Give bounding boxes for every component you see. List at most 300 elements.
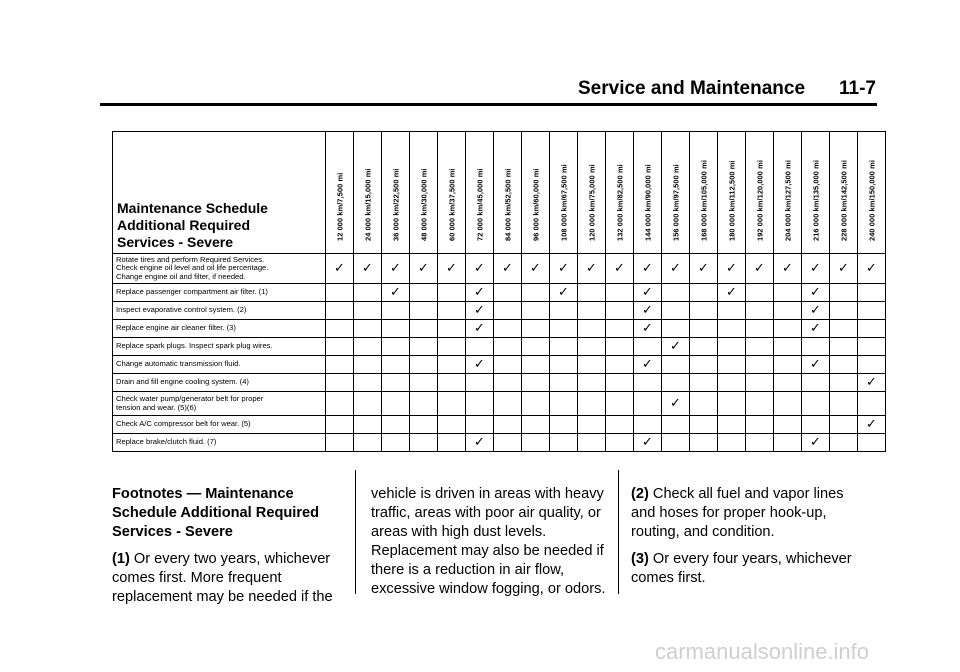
service-line: Check A/C compressor belt for wear. (5) <box>116 419 251 429</box>
empty-cell <box>858 338 886 356</box>
empty-cell <box>830 356 858 374</box>
empty-cell <box>382 434 410 452</box>
empty-cell <box>466 416 494 434</box>
empty-cell <box>466 374 494 392</box>
empty-cell <box>858 284 886 302</box>
empty-cell <box>438 320 466 338</box>
interval-header <box>382 132 410 254</box>
schedule-title-line: Additional Required <box>117 217 250 233</box>
empty-cell <box>410 392 438 416</box>
interval-label: 48 000 km/30,000 mi <box>419 168 428 241</box>
interval-header <box>606 132 634 254</box>
empty-cell <box>606 338 634 356</box>
service-description <box>113 392 326 416</box>
checkmark-icon: ✓ <box>662 254 690 284</box>
empty-cell <box>354 356 382 374</box>
empty-cell <box>830 416 858 434</box>
interval-label: 132 000 km/82,500 mi <box>615 164 624 241</box>
footnote-2 <box>631 485 871 542</box>
empty-cell <box>382 302 410 320</box>
empty-cell <box>494 320 522 338</box>
interval-header <box>578 132 606 254</box>
empty-cell <box>746 356 774 374</box>
checkmark-icon: ✓ <box>466 284 494 302</box>
checkmark-icon: ✓ <box>466 320 494 338</box>
interval-label: 96 000 km/60,000 mi <box>531 168 540 241</box>
footnote-3-label: (3) <box>631 551 649 567</box>
empty-cell <box>438 374 466 392</box>
empty-cell <box>690 284 718 302</box>
empty-cell <box>354 284 382 302</box>
checkmark-icon: ✓ <box>410 254 438 284</box>
empty-cell <box>326 434 354 452</box>
watermark: carmanualsonline.info <box>655 639 870 664</box>
empty-cell <box>578 302 606 320</box>
empty-cell <box>354 434 382 452</box>
empty-cell <box>774 356 802 374</box>
checkmark-icon: ✓ <box>858 254 886 284</box>
table-row <box>113 338 886 356</box>
empty-cell <box>550 416 578 434</box>
checkmark-icon: ✓ <box>774 254 802 284</box>
empty-cell <box>438 392 466 416</box>
empty-cell <box>718 434 746 452</box>
checkmark-icon: ✓ <box>382 284 410 302</box>
interval-label: 72 000 km/45,000 mi <box>475 168 484 241</box>
empty-cell <box>326 320 354 338</box>
interval-label: 192 000 km/120,000 mi <box>755 160 764 241</box>
checkmark-icon: ✓ <box>550 284 578 302</box>
empty-cell <box>858 356 886 374</box>
service-line: Replace engine air cleaner filter. (3) <box>116 323 236 333</box>
checkmark-icon: ✓ <box>634 254 662 284</box>
service-description <box>113 284 326 302</box>
column-divider <box>618 470 619 594</box>
empty-cell <box>606 302 634 320</box>
footnote-1-label: (1) <box>112 551 130 567</box>
empty-cell <box>326 284 354 302</box>
checkmark-icon: ✓ <box>802 302 830 320</box>
empty-cell <box>802 416 830 434</box>
empty-cell <box>662 320 690 338</box>
interval-label: 12 000 km/7,500 mi <box>335 172 344 241</box>
empty-cell <box>718 374 746 392</box>
empty-cell <box>690 338 718 356</box>
empty-cell <box>550 320 578 338</box>
empty-cell <box>326 302 354 320</box>
empty-cell <box>774 302 802 320</box>
empty-cell <box>410 284 438 302</box>
empty-cell <box>578 416 606 434</box>
service-line: Rotate tires and perform Required Services. <box>116 254 265 264</box>
interval-label: 24 000 km/15,000 mi <box>363 168 372 241</box>
footnotes-title <box>112 485 344 542</box>
empty-cell <box>410 338 438 356</box>
checkmark-icon: ✓ <box>858 416 886 434</box>
empty-cell <box>382 392 410 416</box>
footnote-1-continued: vehicle is driven in areas with heavy traffic, areas with poor air quality, or areas with high dust levels. Replacement may also be needed if there is a reduction in air flow, excessive window fogging, or odors. <box>371 486 606 597</box>
footnote-3-text: Or every four years, whichever comes first. <box>631 551 852 586</box>
empty-cell <box>578 284 606 302</box>
table-row <box>113 284 886 302</box>
empty-cell <box>522 356 550 374</box>
checkmark-icon: ✓ <box>746 254 774 284</box>
empty-cell <box>326 392 354 416</box>
service-description <box>113 434 326 452</box>
empty-cell <box>830 302 858 320</box>
empty-cell <box>522 338 550 356</box>
empty-cell <box>438 416 466 434</box>
empty-cell <box>774 320 802 338</box>
empty-cell <box>438 434 466 452</box>
empty-cell <box>830 338 858 356</box>
footnote-1-text: Or every two years, whichever comes first. More frequent replacement may be needed if the <box>112 551 333 605</box>
footnote-1 <box>112 550 344 607</box>
checkmark-icon: ✓ <box>802 320 830 338</box>
interval-label: 180 000 km/112,500 mi <box>727 160 736 241</box>
footnote-2-text: Check all fuel and vapor lines and hoses for proper hook-up, routing, and condition. <box>631 486 844 540</box>
empty-cell <box>466 392 494 416</box>
empty-cell <box>830 392 858 416</box>
service-line: Inspect evaporative control system. (2) <box>116 305 247 315</box>
interval-header <box>438 132 466 254</box>
checkmark-icon: ✓ <box>802 356 830 374</box>
empty-cell <box>746 416 774 434</box>
empty-cell <box>802 338 830 356</box>
empty-cell <box>662 356 690 374</box>
empty-cell <box>522 320 550 338</box>
checkmark-icon: ✓ <box>830 254 858 284</box>
checkmark-icon: ✓ <box>466 356 494 374</box>
interval-header <box>830 132 858 254</box>
empty-cell <box>746 284 774 302</box>
empty-cell <box>662 284 690 302</box>
service-line: Replace brake/clutch fluid. (7) <box>116 437 217 447</box>
interval-header <box>858 132 886 254</box>
empty-cell <box>410 302 438 320</box>
service-description <box>113 416 326 434</box>
empty-cell <box>606 416 634 434</box>
empty-cell <box>830 284 858 302</box>
empty-cell <box>634 338 662 356</box>
empty-cell <box>382 374 410 392</box>
footnotes-title-line: Services - Severe <box>112 524 233 540</box>
empty-cell <box>354 374 382 392</box>
empty-cell <box>578 356 606 374</box>
section-title: Service and Maintenance <box>578 78 806 99</box>
empty-cell <box>634 374 662 392</box>
empty-cell <box>718 416 746 434</box>
interval-label: 120 000 km/75,000 mi <box>587 164 596 241</box>
empty-cell <box>578 434 606 452</box>
empty-cell <box>774 434 802 452</box>
service-description <box>113 302 326 320</box>
empty-cell <box>802 374 830 392</box>
empty-cell <box>830 320 858 338</box>
interval-header <box>494 132 522 254</box>
empty-cell <box>690 302 718 320</box>
empty-cell <box>522 284 550 302</box>
empty-cell <box>550 392 578 416</box>
empty-cell <box>494 374 522 392</box>
checkmark-icon: ✓ <box>522 254 550 284</box>
empty-cell <box>774 416 802 434</box>
checkmark-icon: ✓ <box>802 434 830 452</box>
empty-cell <box>494 284 522 302</box>
footnotes-column-2 <box>371 485 611 607</box>
empty-cell <box>354 338 382 356</box>
checkmark-icon: ✓ <box>718 254 746 284</box>
empty-cell <box>690 356 718 374</box>
empty-cell <box>746 338 774 356</box>
checkmark-icon: ✓ <box>354 254 382 284</box>
empty-cell <box>522 374 550 392</box>
empty-cell <box>830 434 858 452</box>
empty-cell <box>746 302 774 320</box>
empty-cell <box>494 338 522 356</box>
empty-cell <box>410 416 438 434</box>
empty-cell <box>550 338 578 356</box>
empty-cell <box>326 356 354 374</box>
empty-cell <box>690 374 718 392</box>
footnote-2-label: (2) <box>631 486 649 502</box>
empty-cell <box>662 374 690 392</box>
empty-cell <box>354 302 382 320</box>
footnote-3 <box>631 550 871 588</box>
empty-cell <box>382 356 410 374</box>
empty-cell <box>494 392 522 416</box>
empty-cell <box>326 374 354 392</box>
checkmark-icon: ✓ <box>634 434 662 452</box>
table-row <box>113 434 886 452</box>
column-divider <box>355 470 356 594</box>
table-row <box>113 416 886 434</box>
checkmark-icon: ✓ <box>550 254 578 284</box>
interval-label: 60 000 km/37,500 mi <box>447 168 456 241</box>
empty-cell <box>774 392 802 416</box>
interval-header <box>690 132 718 254</box>
empty-cell <box>410 320 438 338</box>
empty-cell <box>606 434 634 452</box>
empty-cell <box>550 434 578 452</box>
empty-cell <box>634 416 662 434</box>
table-row <box>113 320 886 338</box>
empty-cell <box>382 416 410 434</box>
empty-cell <box>466 338 494 356</box>
empty-cell <box>494 356 522 374</box>
empty-cell <box>774 338 802 356</box>
interval-label: 216 000 km/135,000 mi <box>811 160 820 241</box>
header-rule <box>100 103 877 106</box>
service-line: Replace passenger compartment air filter. (1) <box>116 287 268 297</box>
interval-label: 36 000 km/22,500 mi <box>391 168 400 241</box>
empty-cell <box>578 374 606 392</box>
empty-cell <box>550 374 578 392</box>
checkmark-icon: ✓ <box>690 254 718 284</box>
empty-cell <box>746 374 774 392</box>
empty-cell <box>718 356 746 374</box>
schedule-title <box>113 132 326 254</box>
empty-cell <box>690 416 718 434</box>
service-description <box>113 356 326 374</box>
empty-cell <box>354 320 382 338</box>
empty-cell <box>774 374 802 392</box>
interval-header <box>522 132 550 254</box>
empty-cell <box>606 374 634 392</box>
empty-cell <box>718 338 746 356</box>
empty-cell <box>858 320 886 338</box>
empty-cell <box>858 392 886 416</box>
checkmark-icon: ✓ <box>382 254 410 284</box>
table-row <box>113 374 886 392</box>
empty-cell <box>606 356 634 374</box>
empty-cell <box>746 434 774 452</box>
checkmark-icon: ✓ <box>578 254 606 284</box>
service-line: tension and wear. (5)(6) <box>116 402 197 412</box>
empty-cell <box>494 416 522 434</box>
interval-header <box>466 132 494 254</box>
footnotes-column-1 <box>112 485 344 615</box>
schedule-title-line: Services - Severe <box>117 234 233 250</box>
empty-cell <box>746 320 774 338</box>
footnotes-title-line: Footnotes — Maintenance <box>112 486 294 502</box>
empty-cell <box>438 284 466 302</box>
empty-cell <box>410 434 438 452</box>
interval-header <box>410 132 438 254</box>
interval-header <box>802 132 830 254</box>
empty-cell <box>494 302 522 320</box>
empty-cell <box>662 416 690 434</box>
empty-cell <box>382 320 410 338</box>
empty-cell <box>718 320 746 338</box>
empty-cell <box>550 356 578 374</box>
service-line: Drain and fill engine cooling system. (4) <box>116 377 249 387</box>
checkmark-icon: ✓ <box>438 254 466 284</box>
empty-cell <box>634 392 662 416</box>
page-number: 11-7 <box>839 78 876 99</box>
empty-cell <box>578 320 606 338</box>
interval-label: 240 000 km/150,000 mi <box>867 160 876 241</box>
interval-label: 108 000 km/67,500 mi <box>559 164 568 241</box>
checkmark-icon: ✓ <box>634 284 662 302</box>
interval-header <box>718 132 746 254</box>
page-header <box>578 78 876 104</box>
checkmark-icon: ✓ <box>466 254 494 284</box>
empty-cell <box>494 434 522 452</box>
checkmark-icon: ✓ <box>634 356 662 374</box>
empty-cell <box>354 416 382 434</box>
checkmark-icon: ✓ <box>326 254 354 284</box>
table-row <box>113 392 886 416</box>
interval-label: 156 000 km/97,500 mi <box>671 164 680 241</box>
table-row <box>113 356 886 374</box>
checkmark-icon: ✓ <box>634 302 662 320</box>
interval-label: 144 000 km/90,000 mi <box>643 164 652 241</box>
empty-cell <box>438 338 466 356</box>
service-description <box>113 320 326 338</box>
service-line: Check engine oil level and oil life percentage. <box>116 263 269 273</box>
empty-cell <box>774 284 802 302</box>
empty-cell <box>410 356 438 374</box>
empty-cell <box>522 416 550 434</box>
interval-header <box>662 132 690 254</box>
empty-cell <box>802 392 830 416</box>
interval-header <box>354 132 382 254</box>
checkmark-icon: ✓ <box>466 302 494 320</box>
schedule-body <box>113 254 886 452</box>
empty-cell <box>354 392 382 416</box>
empty-cell <box>606 284 634 302</box>
empty-cell <box>606 320 634 338</box>
empty-cell <box>326 416 354 434</box>
interval-header <box>774 132 802 254</box>
service-description <box>113 374 326 392</box>
service-description <box>113 338 326 356</box>
schedule-title-line: Maintenance Schedule <box>117 200 268 216</box>
empty-cell <box>718 392 746 416</box>
service-line: Replace spark plugs. Inspect spark plug wires. <box>116 341 273 351</box>
table-row <box>113 254 886 284</box>
checkmark-icon: ✓ <box>718 284 746 302</box>
table-row <box>113 302 886 320</box>
empty-cell <box>606 392 634 416</box>
empty-cell <box>578 338 606 356</box>
empty-cell <box>438 302 466 320</box>
empty-cell <box>690 320 718 338</box>
empty-cell <box>410 374 438 392</box>
interval-label: 204 000 km/127,500 mi <box>783 160 792 241</box>
interval-header <box>746 132 774 254</box>
footnotes-column-3 <box>631 485 871 596</box>
interval-header <box>326 132 354 254</box>
maintenance-schedule-table <box>112 131 886 452</box>
checkmark-icon: ✓ <box>606 254 634 284</box>
empty-cell <box>522 302 550 320</box>
checkmark-icon: ✓ <box>858 374 886 392</box>
service-line: Check water pump/generator belt for proper <box>116 393 264 403</box>
table-header-row <box>113 132 886 254</box>
checkmark-icon: ✓ <box>802 254 830 284</box>
empty-cell <box>858 302 886 320</box>
empty-cell <box>550 302 578 320</box>
empty-cell <box>718 302 746 320</box>
checkmark-icon: ✓ <box>494 254 522 284</box>
checkmark-icon: ✓ <box>466 434 494 452</box>
empty-cell <box>662 434 690 452</box>
empty-cell <box>690 392 718 416</box>
empty-cell <box>522 434 550 452</box>
checkmark-icon: ✓ <box>802 284 830 302</box>
service-line: Change engine oil and filter, if needed. <box>116 271 246 281</box>
footnotes-title-line: Schedule Additional Required <box>112 505 320 521</box>
empty-cell <box>858 434 886 452</box>
interval-label: 228 000 km/142,500 mi <box>839 160 848 241</box>
empty-cell <box>522 392 550 416</box>
empty-cell <box>662 302 690 320</box>
service-line: Change automatic transmission fluid. <box>116 359 241 369</box>
empty-cell <box>746 392 774 416</box>
interval-header <box>550 132 578 254</box>
empty-cell <box>326 338 354 356</box>
empty-cell <box>382 338 410 356</box>
empty-cell <box>578 392 606 416</box>
interval-label: 168 000 km/105,000 mi <box>699 160 708 241</box>
interval-label: 84 000 km/52,500 mi <box>503 168 512 241</box>
interval-header <box>634 132 662 254</box>
service-description <box>113 254 326 284</box>
checkmark-icon: ✓ <box>662 338 690 356</box>
checkmark-icon: ✓ <box>662 392 690 416</box>
